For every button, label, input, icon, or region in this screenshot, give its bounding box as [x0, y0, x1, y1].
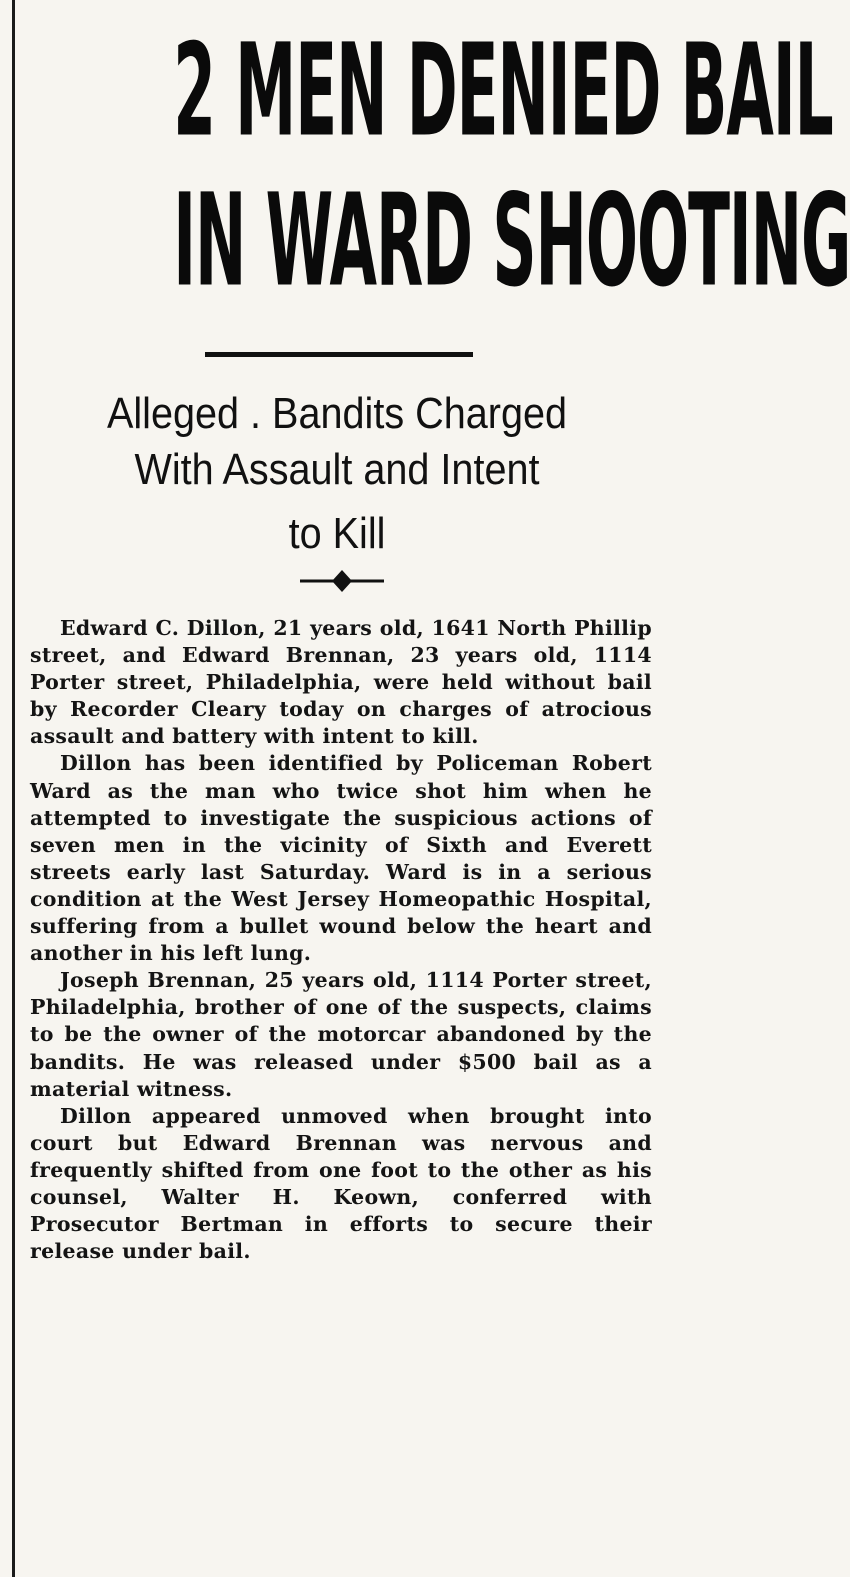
- article-paragraph-4: Dillon appeared unmoved when brought into court but Edward Brennan was nervous and frequently shifted from one foot to the other as his counsel, Walter H. Keown, conferred with Prosecutor Bertman in efforts to secure their release under bail.: [30, 1103, 652, 1264]
- ornament-divider-icon: [298, 568, 386, 594]
- article-body: [30, 615, 652, 1265]
- subhead-line-3: to Kill: [288, 509, 386, 558]
- column-rule: [12, 0, 15, 1577]
- article-paragraph-3: Joseph Brennan, 25 years old, 1114 Porter street, Philadelphia, brother of one of the suspects, claims to be the owner of the motorcar abandoned by the bandits. He was released under $500 bail as a material witness.: [30, 968, 652, 1101]
- headline-line-1: 2 MEN DENIED BAIL: [173, 15, 833, 165]
- headline-line-2: IN WARD SHOOTING: [173, 165, 850, 315]
- article-paragraph-1: Edward C. Dillon, 21 years old, 1641 North Phillip street, and Edward Brennan, 23 years old, 1114 Porter street, Philadelphia, were held without bail by Recorder Cleary today on charges of atrocious assault and battery with intent to kill.: [30, 616, 652, 749]
- subhead-line-2: With Assault and Intent: [134, 445, 540, 494]
- article-paragraph-2: Dillon has been identified by Policeman Robert Ward as the man who twice shot him when he attempted to investigate the suspicious actions of seven men in the vicinity of Sixth and Everett streets early last Saturday. Ward is in a serious condition at the West Jersey Homeopathic Hospital, suffering from a bullet wound below the heart and another in his left lung.: [30, 751, 652, 966]
- subhead-line-1: Alleged . Bandits Charged: [106, 389, 568, 438]
- headline-divider: [205, 352, 473, 357]
